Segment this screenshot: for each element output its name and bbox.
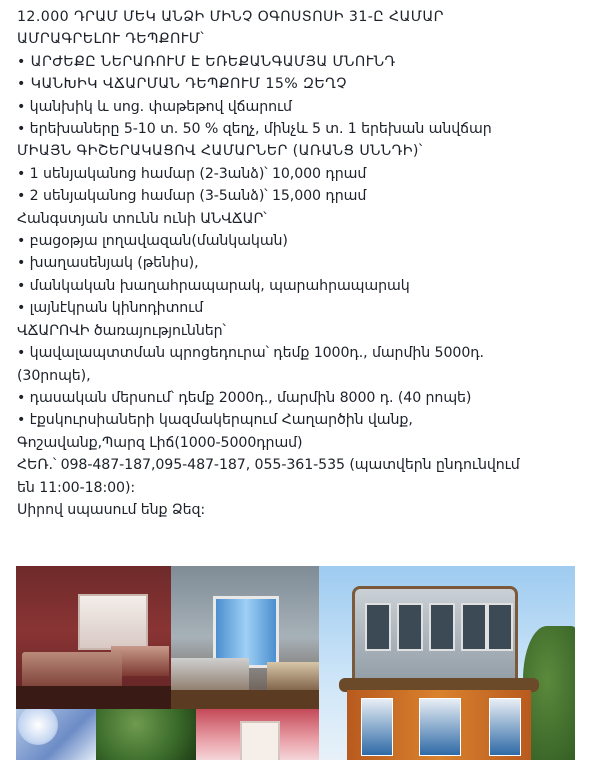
- post-line: • բացօթյա լողավազան(մանկական): [17, 233, 288, 250]
- photo-sky[interactable]: [16, 709, 96, 760]
- window-pane: [487, 603, 513, 651]
- photo-pink-room[interactable]: [196, 709, 319, 760]
- post-line: • լայնէկրան կինոդիտում: [17, 300, 204, 317]
- post-line: • ԱՐԺԵՔԸ ՆԵՐԱՌՈՒՄ Է ԵՌԵՔԱՆԳԱՄՅԱ ՄՆՈՒՆԴ: [17, 53, 396, 70]
- post-line: • կանխիկ և սոց. փաթեթով վճարում: [17, 98, 292, 115]
- post-line: ՄԻԱՅՆ ԳԻՇԵՐԱԿԱՑՈՎ ՀԱՄԱՐՆԵՐ (ԱՌԱՆՑ ՍՆՆԴԻ)՝: [17, 143, 423, 160]
- poster-shape: [489, 698, 521, 756]
- photo-red-bedroom[interactable]: [16, 566, 171, 709]
- post-line: • 1 սենյականոց համար (2-3անձ)՝ 10,000 դրամ: [17, 165, 367, 182]
- photo-grey-bedroom[interactable]: [171, 566, 319, 709]
- window-shape: [240, 721, 280, 760]
- post-line: ՎՃԱՐՈՎԻ ծառայություններ՝: [17, 322, 226, 339]
- sun-shape: [18, 709, 58, 745]
- photo-building[interactable]: [319, 566, 575, 760]
- post-text: [17, 6, 592, 521]
- floor-shape: [171, 690, 319, 709]
- post-line: Գոշավանք,Պարզ Լիճ(1000-5000դրամ): [17, 434, 303, 451]
- post-line: (30րոպե),: [17, 367, 91, 384]
- post-line: • մանկական խաղահրապարակ, պարահրապարակ: [17, 277, 410, 294]
- floor-shape: [16, 686, 171, 709]
- post-line: • էքսկուրսիաների կազմակերպում Հաղարծին վանք,: [17, 412, 413, 429]
- bed-shape: [22, 652, 122, 690]
- post-line: Սիրով սպասում ենք Ձեզ:: [17, 501, 206, 518]
- post-line: • երեխաները 5-10 տ. 50 % զեղչ, մինչև 5 տ. 1 երեխան անվճար: [17, 121, 492, 138]
- photo-collage[interactable]: [16, 566, 575, 760]
- photo-forest[interactable]: [96, 709, 196, 760]
- post-line: • կավալապտտման պրոցեդուրա՝ դեմք 1000դ., մարմին 5000դ.: [17, 345, 484, 362]
- post-line: են 11:00-18:00):: [17, 479, 136, 496]
- post-line: • խաղասենյակ (թենիս),: [17, 255, 199, 272]
- post-line: ՀԵՌ.՝ 098-487-187,095-487-187, 055-361-535 (պատվերն ընդունվում: [17, 457, 520, 474]
- window-pane: [429, 603, 455, 651]
- window-shape: [78, 594, 148, 650]
- post-line: • 2 սենյականոց համար (3-5անձ)՝ 15,000 դրամ: [17, 188, 367, 205]
- post-line: Հանգստյան տունն ունի ԱՆՎՃԱՐ՝: [17, 210, 267, 227]
- bed-shape: [171, 658, 249, 692]
- window-pane: [461, 603, 487, 651]
- poster-shape: [361, 698, 393, 756]
- post-line: • ԿԱՆԽԻԿ ՎՃԱՐՄԱՆ ԴԵՊՔՈՒՄ 15% ԶԵՂՉ: [17, 76, 347, 93]
- poster-shape: [419, 698, 461, 756]
- window-pane: [365, 603, 391, 651]
- tower-shape: [352, 586, 518, 690]
- post-line: ԱՄՐԱԳՐԵԼՈՒ ԴԵՊՔՈՒՄ՝: [17, 31, 205, 48]
- post-line: 12.000 ԴՐԱՄ ՄԵԿ ԱՆՁԻ ՄԻՆՉ ՕԳՈՍՏՈՍԻ 31-Ը ՀԱՄԱՐ: [17, 9, 444, 25]
- window-pane: [397, 603, 423, 651]
- bed-shape: [267, 662, 319, 692]
- post-line: • դասական մերսում՝ դեմք 2000դ., մարմին 8000 դ. (40 րոպե): [17, 389, 472, 406]
